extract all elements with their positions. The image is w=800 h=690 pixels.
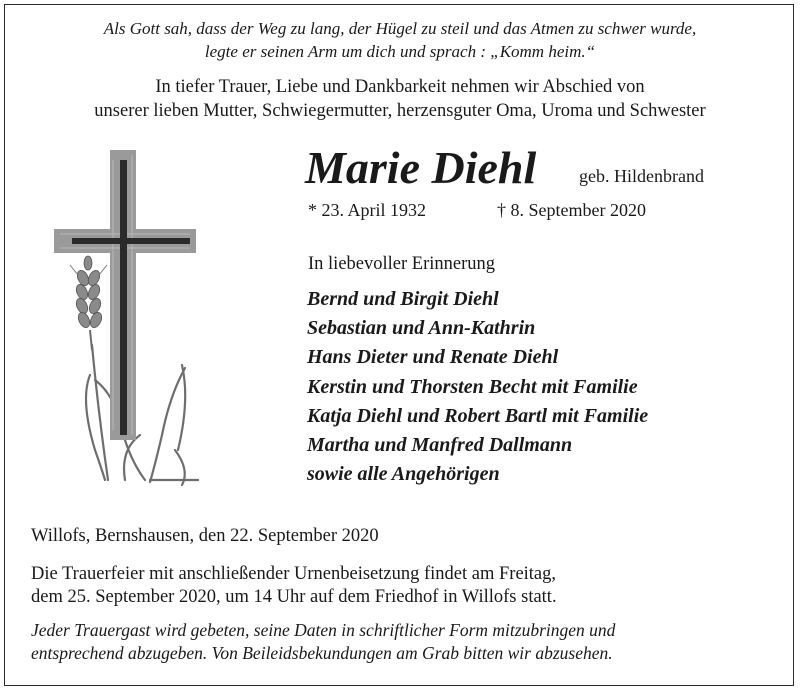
mourners-list — [307, 285, 648, 489]
service-line-2: dem 25. September 2020, um 14 Uhr auf dem Friedhof in Willofs statt. — [31, 587, 557, 607]
cross-with-wheat-icon — [50, 150, 210, 495]
motto-line-2: legte er seinen Arm um dich und sprach : „Komm heim.“ — [204, 42, 596, 61]
note-line-2: entsprechend abzugeben. Von Beileidsbekundungen am Grab bitten wir abzusehen. — [31, 643, 613, 663]
guest-note — [31, 619, 615, 665]
mourner-entry: Sebastian und Ann-Kathrin — [307, 317, 536, 340]
note-line-1: Jeder Trauergast wird gebeten, seine Daten in schriftlicher Form mitzubringen und — [31, 620, 616, 640]
motto-line-1: Als Gott sah, dass der Weg zu lang, der Hügel zu steil und das Atmen zu schwer wurde, — [103, 19, 697, 38]
memory-line: In liebevoller Erinnerung — [308, 254, 495, 274]
mourner-entry: Kerstin und Thorsten Becht mit Familie — [307, 375, 638, 398]
birth-date: * 23. April 1932 — [308, 200, 427, 220]
mourner-entry: Hans Dieter und Renate Diehl — [307, 346, 559, 369]
service-line-1: Die Trauerfeier mit anschließender Urnenbeisetzung findet am Freitag, — [31, 564, 557, 584]
mourner-entry: Bernd und Birgit Diehl — [307, 288, 499, 310]
birth-name: geb. Hildenbrand — [579, 166, 704, 186]
deceased-name: Marie Diehl — [305, 142, 537, 193]
intro-line-1: In tiefer Trauer, Liebe und Dankbarkeit nehmen wir Abschied von — [155, 77, 645, 97]
mourner-entry: Katja Diehl und Robert Bartl mit Familie — [307, 404, 649, 427]
death-date: † 8. September 2020 — [497, 200, 646, 220]
place-and-date: Willofs, Bernshausen, den 22. September 2020 — [31, 526, 379, 546]
service-info — [31, 563, 557, 609]
mourner-entry: Martha und Manfred Dallmann — [307, 434, 573, 457]
mourner-entry: sowie alle Angehörigen — [307, 463, 500, 486]
intro-line-2: unserer lieben Mutter, Schwiegermutter, herzensguter Oma, Uroma und Schwester — [94, 101, 706, 121]
